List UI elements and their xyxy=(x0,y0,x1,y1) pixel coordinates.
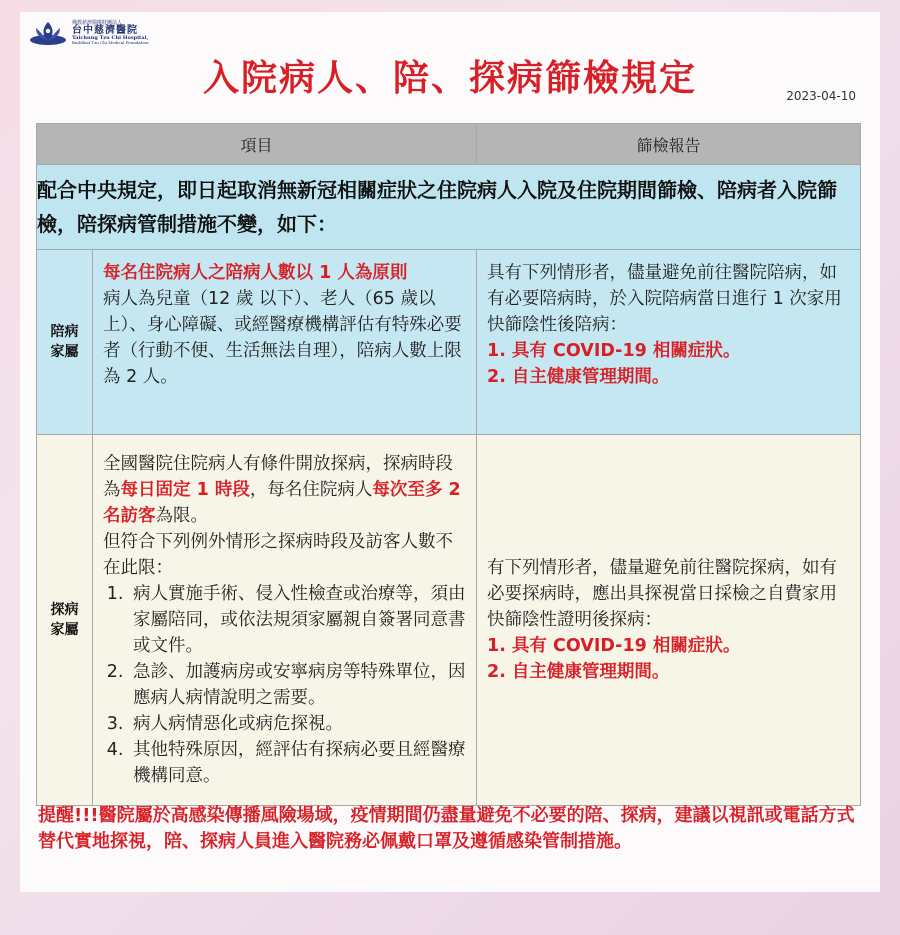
visit-rule-highlight-b: 每次至多 2 名訪客 xyxy=(103,480,461,526)
page-title: 入院病人、陪、探病篩檢規定 xyxy=(202,58,697,99)
accompany-label-line2: 家屬 xyxy=(50,344,79,360)
list-item: 4. 其他特殊原因，經評估有探病必要且經醫療機構同意。 xyxy=(129,737,466,789)
accompany-rule-highlight: 每名住院病人之陪病人數以 1 人為原則 xyxy=(103,263,408,283)
table-header-row xyxy=(37,124,861,165)
visit-report-text: 有下列情形者，儘量避免前往醫院探病，如有必要探病時，應出具探視當日採檢之自費家用快篩陰性證明後探病： xyxy=(487,558,838,630)
visit-rule-highlight-a: 每日固定 1 時段 xyxy=(120,480,250,500)
logo-name-cn: 台中慈濟醫院 xyxy=(72,25,138,36)
accompany-report-item-1: 1. 具有 COVID-19 相關症狀。 xyxy=(487,341,741,361)
accompany-label xyxy=(37,250,93,435)
accompany-rule-text: 病人為兒童（12 歲 以下）、老人（65 歲以上）、身心障礙、或經醫療機構評估有特殊必要者（行動不便、生活無法自理），陪病人數上限為 2 人。 xyxy=(103,289,462,387)
logo-foundation-en: Buddhist Tzu Chi Medical Foundation xyxy=(72,40,149,45)
visit-rule-cell xyxy=(93,435,477,806)
visit-label xyxy=(37,435,93,806)
reminder-text: 提醒!!!醫院屬於高感染傳播風險場域，疫情期間仍盡量避免不必要的陪、探病，建議以視訊或電話方式替代實地探視，陪、探病人員進入醫院務必佩戴口罩及遵循感染管制措施。 xyxy=(38,805,855,852)
hospital-logo xyxy=(28,20,149,46)
visit-row xyxy=(37,435,861,806)
visit-report-item-1: 1. 具有 COVID-19 相關症狀。 xyxy=(487,636,741,656)
accompany-report-text: 具有下列情形者，儘量避免前往醫院陪病，如有必要陪病時，於入院陪病當日進行 1 次家用快篩陰性後陪病： xyxy=(487,263,842,335)
list-item: 1. 病人實施手術、侵入性檢查或治療等，須由家屬陪同，或依法規須家屬親自簽署同意書或文件。 xyxy=(129,581,466,659)
intro-row xyxy=(37,165,861,250)
visit-exception-list xyxy=(103,581,466,789)
intro-text: 配合中央規定，即日起取消無新冠相關症狀之住院病人入院及住院期間篩檢、陪病者入院篩檢，陪探病管制措施不變，如下： xyxy=(37,165,861,250)
visit-rule-text-b: ，每名住院病人 xyxy=(249,480,373,500)
lotus-logo-icon xyxy=(28,20,68,46)
accompany-report-cell xyxy=(477,250,861,435)
logo-small-text: 佛教慈濟醫療財團法人 xyxy=(72,20,123,26)
visit-label-line2: 家屬 xyxy=(50,622,79,638)
logo-name-en: Taichung Tzu Chi Hospital, xyxy=(72,35,149,41)
header-report: 篩檢報告 xyxy=(477,124,861,165)
list-item: 2. 急診、加護病房或安寧病房等特殊單位，因應病人病情說明之需要。 xyxy=(129,659,466,711)
visit-rule-text-c: 為限。 xyxy=(155,506,208,526)
accompany-report-item-2: 2. 自主健康管理期間。 xyxy=(487,367,670,387)
publish-date: 2023-04-10 xyxy=(786,89,856,103)
visit-label-line1: 探病 xyxy=(50,602,79,618)
header-item: 項目 xyxy=(37,124,477,165)
accompany-label-line1: 陪病 xyxy=(50,324,79,340)
visit-rule-text-a: 全國醫院住院病人有條件開放探病，探病時段為 xyxy=(103,454,453,500)
visit-report-item-2: 2. 自主健康管理期間。 xyxy=(487,662,670,682)
visit-exception-intro: 但符合下列例外情形之探病時段及訪客人數不在此限： xyxy=(103,532,453,578)
visit-report-cell xyxy=(477,435,861,806)
accompany-rule-cell xyxy=(93,250,477,435)
list-item: 3. 病人病情惡化或病危探視。 xyxy=(129,711,466,737)
screening-rules-table xyxy=(36,123,861,806)
accompany-row xyxy=(37,250,861,435)
visit-rule-paragraph xyxy=(103,451,466,529)
